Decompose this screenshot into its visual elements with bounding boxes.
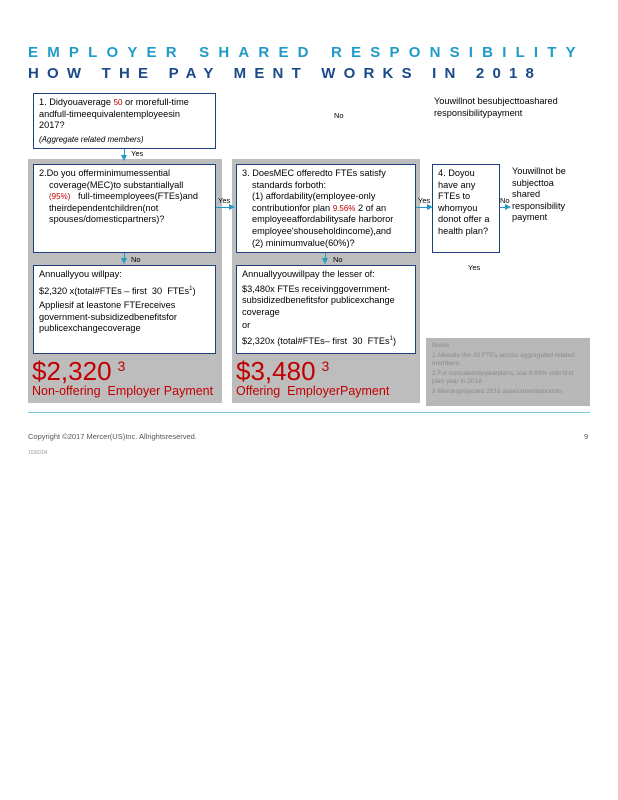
payment-2-box: Annuallyyouwillpay the lesser of: $3,480x FTEs receivinggovernment- subsidizedbenefitsfor publicexchange coverage or $2,320x (total#FTEs– first 30 FTEs$^1$) (236, 265, 416, 354)
yes-label-4: Yes (468, 263, 481, 272)
arrow-head-q2-yes (229, 204, 235, 210)
document-code: 1036204 (28, 450, 48, 456)
arrow-q2-yes (216, 207, 230, 208)
amount-offering-label: Offering EmployerPayment (236, 384, 390, 398)
not-subject-text-4: Youwillnot be subjecttoa shared responsibility payment (512, 166, 566, 223)
question-2-box: 2.Do you offerminimumessential coverage(MEC)to substantiallyall (95%) full-timeemployees(FTEs)and theirdependentchildren(not spouses/domesticpartners)? (33, 164, 216, 253)
title-line-1: EMPLOYER SHARED RESPONSIBILITY (28, 44, 585, 61)
note-item-3: 3 Mercerprojected 2018 assessmentamounts (432, 388, 563, 395)
amount-non-offering: $2,320 $^3$ (32, 356, 126, 386)
title-line-2: HOW THE PAY MENT WORKS IN 2018 (28, 65, 543, 82)
no-label-2: No (131, 255, 141, 264)
amount-offering: $3,480 $^3$ (236, 356, 330, 386)
yes-label-1: Yes (131, 149, 144, 158)
arrow-head-q2-no (121, 258, 127, 264)
arrow-head-q3-no (322, 258, 328, 264)
question-4-box: 4. Doyou have any FTEs to whomyou donot offer a health plan? (432, 164, 500, 253)
notes-title: Notes (432, 342, 449, 349)
not-subject-text-1: Youwillnot besubjecttoashared responsibilitypayment (434, 96, 558, 118)
footer-rule (28, 412, 590, 413)
note-item-1: 1 Allocate the 30 FTEs across aggregated related members. (432, 352, 575, 367)
question-1-box: 1. Didyouaverage 50 or morefull-time andfull-timeequivalentemployeesin 2017? (Aggregate related members) (33, 93, 216, 149)
page-number: 9 (584, 432, 589, 441)
question-3-box: 3. DoesMEC offeredto FTEs satisfy standards forboth: (1) affordability(employee-only contributionfor plan 9.56% 2 of an employeeaffordabilitysafe harboror employee'shouseholdincome),and (2) minimumvalue(60%)? (236, 164, 416, 253)
copyright: Copyright ©2017 Mercer(US)Inc. Allrightsreserved. (28, 432, 197, 441)
note-item-2: 2 For noncalendaryearplans, use 9.69% until first plan year in 2018. (432, 370, 574, 385)
yes-label-3: Yes (418, 196, 431, 205)
arrow-head-q4-no (505, 204, 511, 210)
payment-1-box: Annuallyyou willpay: $2,320 x(total#FTEs – first 30 FTEs$^1$) Appliesif at leastone FTEreceives government-subsidizedbenefitsfor publicexchangecoverage (33, 265, 216, 354)
amount-non-offering-label: Non-offering Employer Payment (32, 384, 214, 398)
yes-label-2: Yes (218, 196, 231, 205)
notes-box (426, 338, 590, 406)
no-label-4: No (500, 196, 510, 205)
no-label-1: No (334, 111, 344, 120)
arrow-head-q1-yes (121, 155, 127, 161)
no-label-3: No (333, 255, 343, 264)
